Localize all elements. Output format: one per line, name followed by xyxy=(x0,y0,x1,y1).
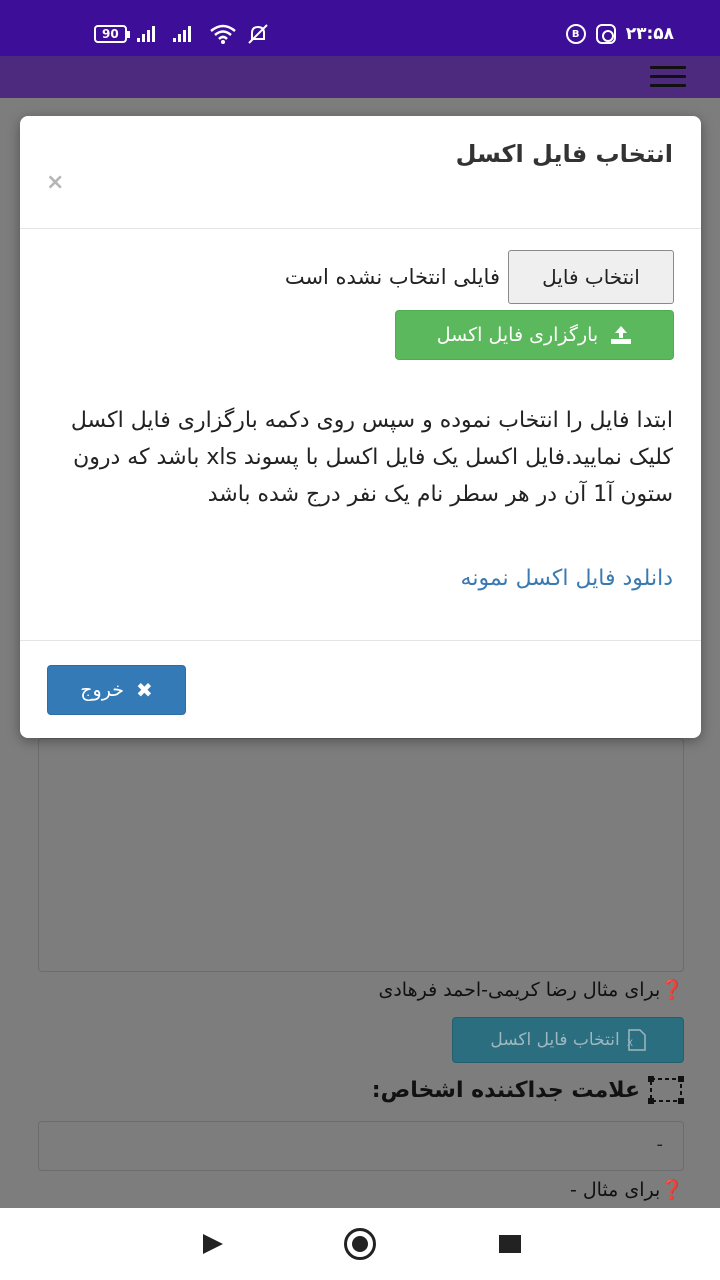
separator-value: - xyxy=(656,1134,663,1155)
signal-icon-2 xyxy=(173,26,199,42)
exit-button[interactable]: ✖ خروج xyxy=(47,665,186,715)
battery-indicator: 90 xyxy=(94,25,127,43)
upload-icon xyxy=(610,325,632,345)
separator-input[interactable] xyxy=(38,1121,684,1171)
upload-excel-button[interactable]: بارگزاری فایل اکسل xyxy=(395,310,674,360)
svg-text:X: X xyxy=(626,1039,633,1049)
excel-modal xyxy=(20,116,701,738)
instructions-text: ابتدا فایل را انتخاب نموده و سپس روی دکمه بارگزاری فایل اکسل کلیک نمایید.فایل اکسل یک فایل اکسل با پسوند xls باشد که درون ستون آ1 آن در هر سطر نام یک نفر درج شده باشد xyxy=(70,408,673,507)
close-icon[interactable]: × xyxy=(46,170,65,195)
question-icon: ❓ xyxy=(660,979,684,1001)
back-icon[interactable] xyxy=(203,1234,223,1254)
system-nav-bar xyxy=(0,1208,720,1280)
names-textarea[interactable] xyxy=(38,738,684,972)
times-icon: ✖ xyxy=(135,678,153,702)
home-icon[interactable] xyxy=(344,1228,376,1260)
app-navbar xyxy=(0,56,720,98)
separator-icon xyxy=(648,1076,684,1104)
wifi-icon xyxy=(209,24,237,44)
menu-icon[interactable] xyxy=(650,66,686,88)
status-right xyxy=(566,22,674,46)
separator-help: ❓برای مثال - xyxy=(569,1179,684,1201)
signal-icon xyxy=(137,26,163,42)
instagram-icon xyxy=(596,24,616,44)
question-icon: ❓ xyxy=(660,1179,684,1201)
file-input-row xyxy=(285,250,674,304)
app-b-icon: B xyxy=(566,24,586,44)
separator-heading: علامت جداکننده اشخاص: xyxy=(372,1076,684,1104)
modal-footer xyxy=(20,640,701,738)
choose-file-button[interactable]: انتخاب فایل xyxy=(508,250,674,304)
modal-title: انتخاب فایل اکسل xyxy=(455,140,673,168)
modal-header xyxy=(20,116,701,229)
status-left xyxy=(94,22,269,46)
recent-apps-icon[interactable] xyxy=(499,1235,521,1253)
excel-file-icon xyxy=(628,1029,646,1051)
status-bar xyxy=(0,0,720,56)
clock: ۲۳:۵۸ xyxy=(625,24,674,44)
select-excel-button[interactable]: X انتخاب فایل اکسل xyxy=(452,1017,684,1063)
example-help: ❓برای مثال رضا کریمی-احمد فرهادی xyxy=(378,979,684,1001)
mute-icon xyxy=(247,23,269,45)
download-sample-link[interactable]: دانلود فایل اکسل نمونه xyxy=(460,566,673,591)
file-status: فایلی انتخاب نشده است xyxy=(284,265,500,289)
